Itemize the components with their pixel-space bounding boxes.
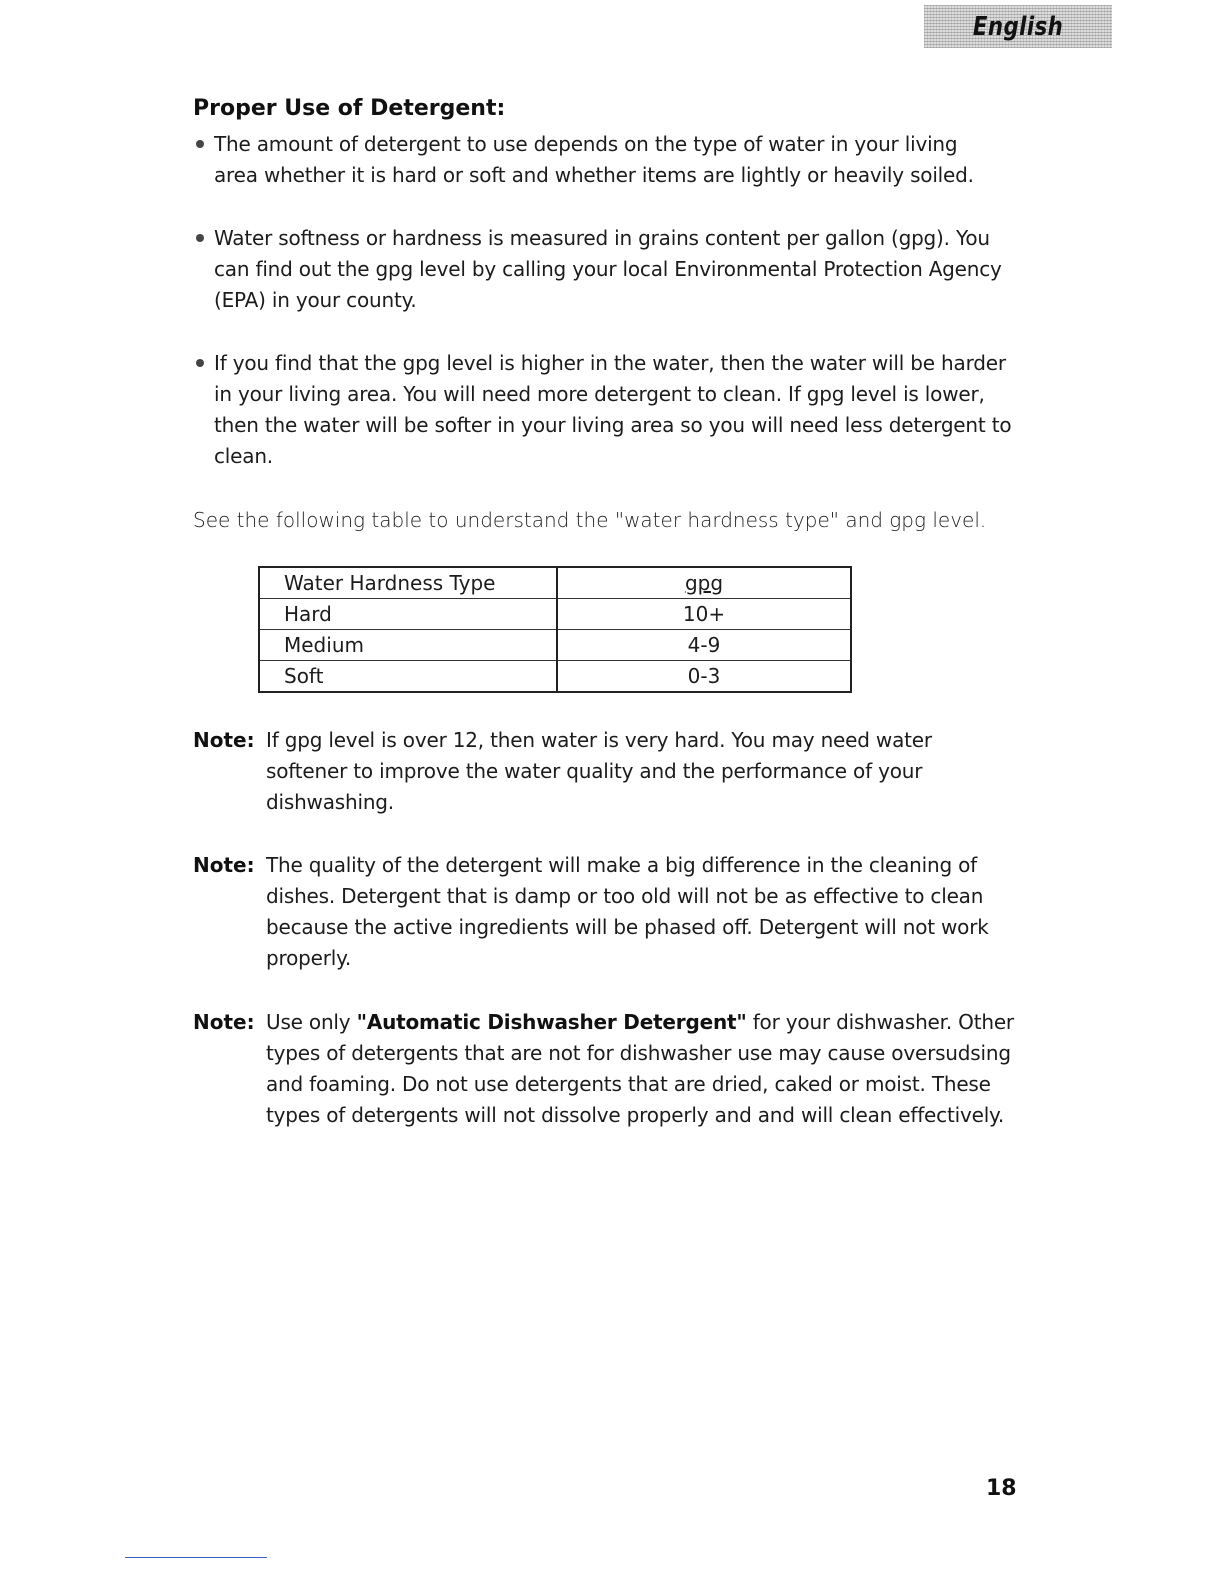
bullet-dot-icon xyxy=(196,234,204,242)
note-label: Note: xyxy=(193,1010,255,1034)
note-label: Note: xyxy=(193,853,255,877)
water-hardness-table xyxy=(258,566,852,693)
table-cell: Soft xyxy=(259,661,557,693)
table-row xyxy=(259,630,851,661)
section-title: Proper Use of Detergent: xyxy=(193,96,506,121)
note-text: The quality of the detergent will make a big difference in the cleaning of dishes. Detergent that is damp or too old will not be as effective to clean because the active ingredients will be phased off. Detergent will not work properly. xyxy=(266,853,989,970)
table-cell: 0-3 xyxy=(557,661,851,693)
bullet-dot-icon xyxy=(196,359,204,367)
note-text xyxy=(266,1007,1021,1131)
footer-divider xyxy=(125,1557,267,1558)
note-block xyxy=(193,1007,1023,1131)
bullet-text: Water softness or hardness is measured in grains content per gallon (gpg). You can find out the gpg level by calling your local Environmental Protection Agency (EPA) in your county. xyxy=(214,226,1002,312)
table-header-row xyxy=(259,567,851,599)
note-label: Note: xyxy=(193,728,255,752)
note-emphasis: "Automatic Dishwasher Detergent" xyxy=(356,1010,747,1034)
bullet-dot-icon xyxy=(196,140,204,148)
page-number: 18 xyxy=(986,1476,1017,1501)
table-cell: 10+ xyxy=(557,599,851,630)
table-intro: See the following table to understand the "water hardness type" and gpg level. xyxy=(193,508,987,532)
bullet-item xyxy=(196,129,1006,191)
table-header-label: gpg xyxy=(684,571,724,595)
note-text-after: for your dishwasher. Other types of detergents that are not for dishwasher use may cause oversudsing and foaming. Do not use detergents that are dried, caked or moist. These types of detergents will not dissolve properly and and will clean effectively. xyxy=(266,1010,1014,1127)
bullet-text: If you find that the gpg level is higher in the water, then the water will be harder in your living area. You will need more detergent to clean. If gpg level is lower, then the water will be softer in your living area so you will need less detergent to clean. xyxy=(214,351,1012,468)
table-cell: Hard xyxy=(259,599,557,630)
table-cell: Medium xyxy=(259,630,557,661)
table-header-cell xyxy=(557,567,851,599)
table-row xyxy=(259,599,851,630)
table-cell: 4-9 xyxy=(557,630,851,661)
bullet-item xyxy=(196,223,1006,316)
table-row xyxy=(259,661,851,693)
note-text-before: Use only xyxy=(266,1010,357,1034)
table-header-cell: Water Hardness Type xyxy=(259,567,557,599)
language-tab xyxy=(924,5,1112,48)
language-tab-label: English xyxy=(972,11,1064,42)
note-block xyxy=(193,725,1023,818)
bullet-item xyxy=(196,348,1012,472)
note-block xyxy=(193,850,1023,974)
bullet-text: The amount of detergent to use depends on the type of water in your living area whether it is hard or soft and whether items are lightly or heavily soiled. xyxy=(214,132,974,187)
note-text: If gpg level is over 12, then water is very hard. You may need water softener to improve the water quality and the performance of your dishwashing. xyxy=(266,728,932,814)
